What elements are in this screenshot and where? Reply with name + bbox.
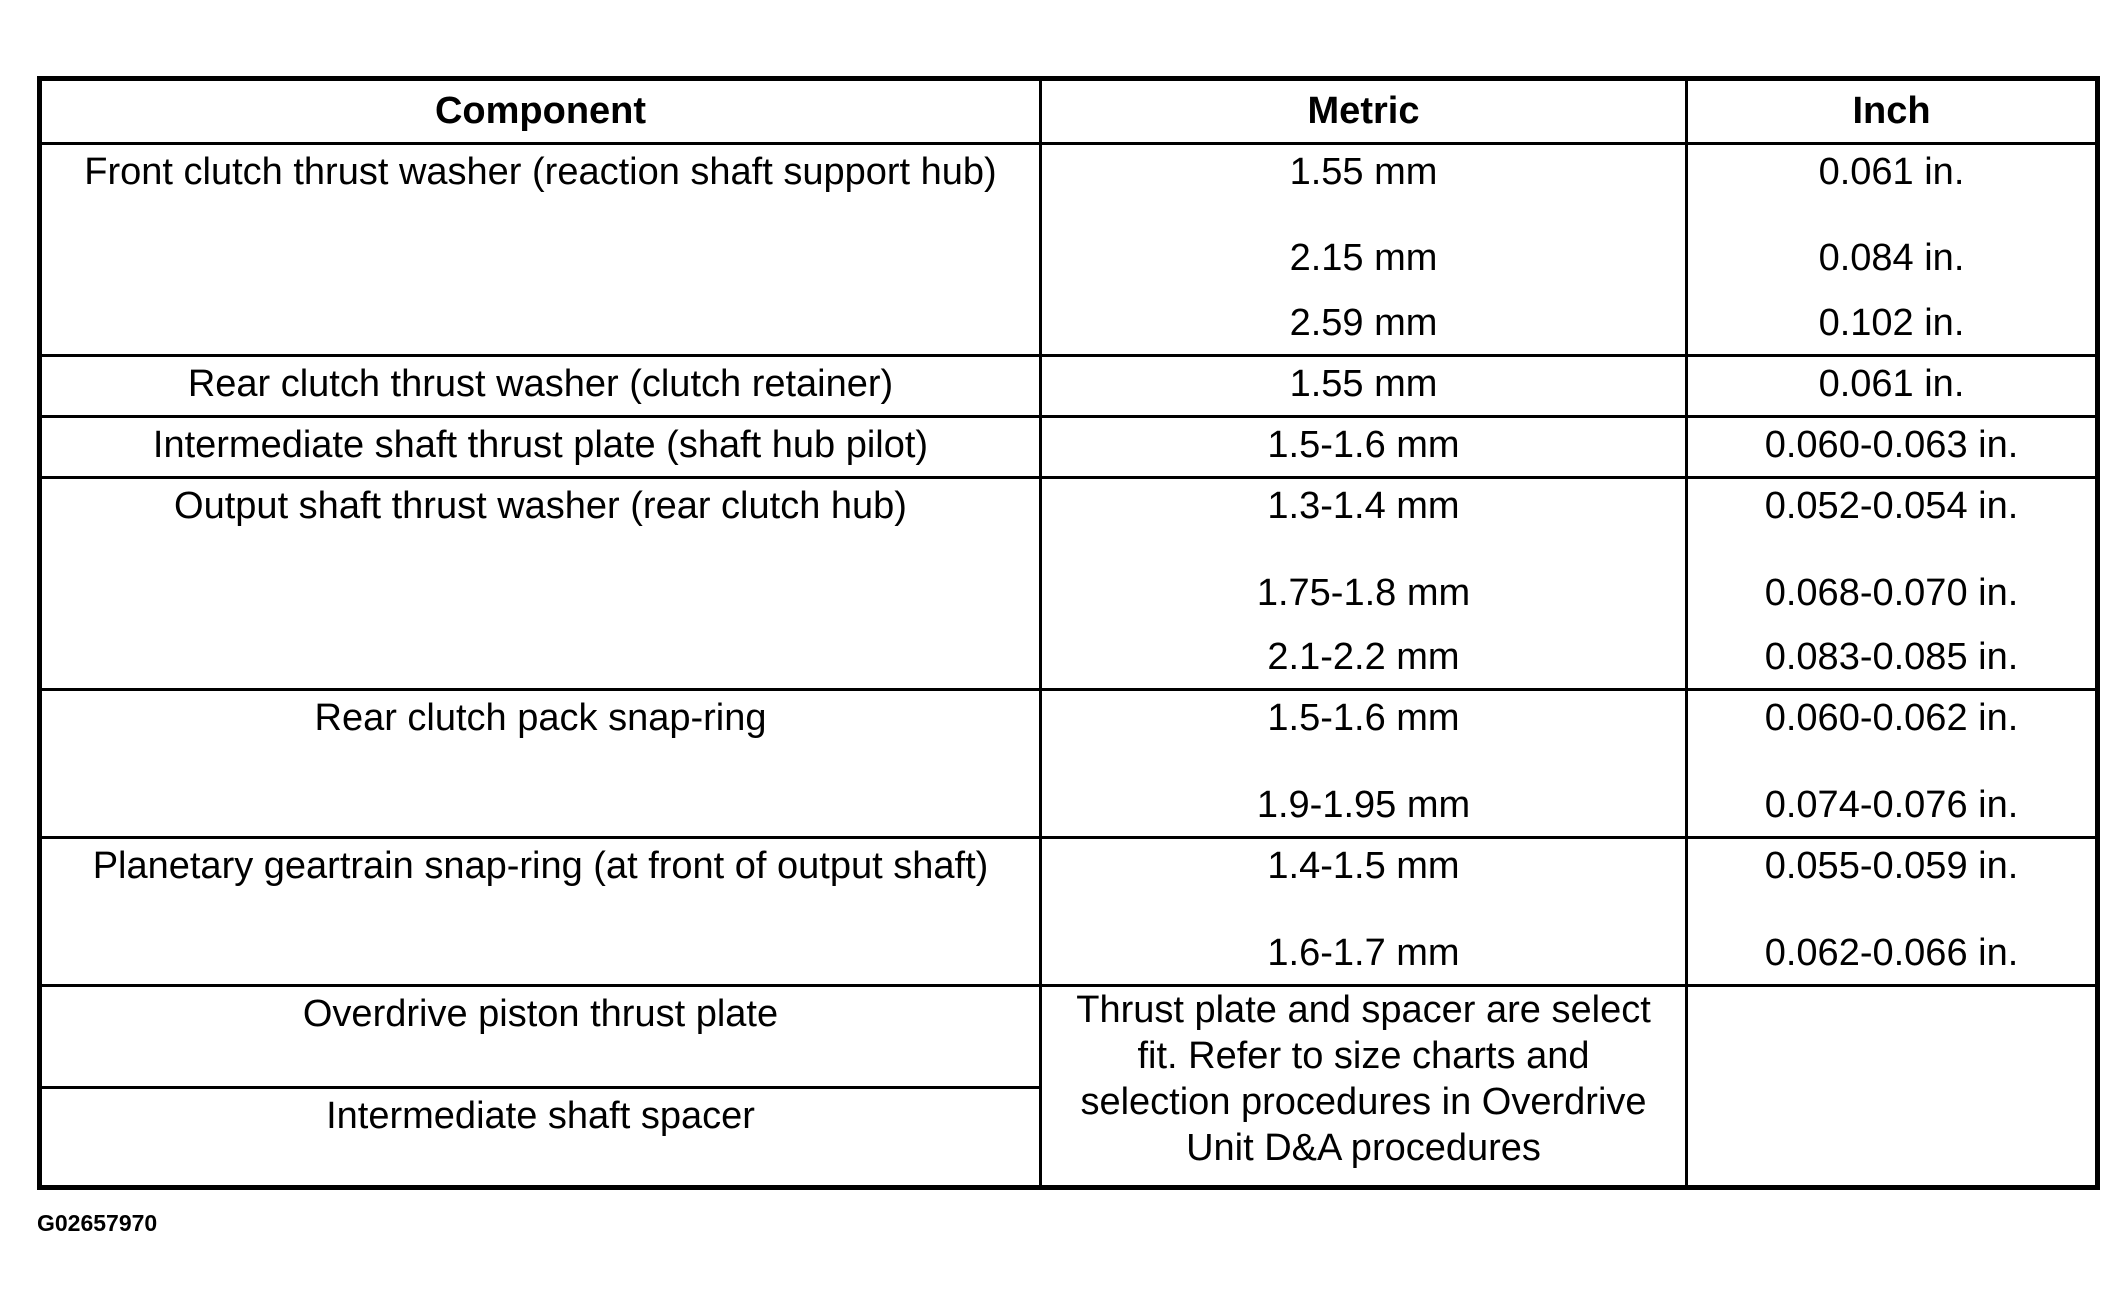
metric-value: 1.9-1.95 mm	[1256, 784, 1471, 826]
inch-value: 0.068-0.070 in.	[1764, 572, 2019, 614]
component-cell	[40, 417, 1041, 478]
table-row	[40, 690, 2098, 838]
inch-value: 0.060-0.062 in.	[1764, 697, 2019, 739]
table-row	[40, 417, 2098, 478]
metric-value: 1.5-1.6 mm	[1267, 424, 1460, 466]
inch-value: 0.061 in.	[1818, 363, 1965, 405]
metric-value: 1.5-1.6 mm	[1267, 697, 1460, 739]
metric-value: 1.6-1.7 mm	[1267, 932, 1460, 974]
component-label: Overdrive piston thrust plate	[302, 993, 779, 1035]
figure-id: G02657970	[37, 1210, 158, 1236]
inch-value: 0.062-0.066 in.	[1764, 932, 2019, 974]
inch-cell-empty	[1687, 986, 2098, 1188]
component-cell	[40, 356, 1041, 417]
select-fit-note: Thrust plate and spacer are select fit. Refer to size charts and selection procedures in Overdrive Unit D&A procedures	[1076, 989, 1651, 1169]
metric-cell	[1041, 417, 1687, 478]
inch-value: 0.055-0.059 in.	[1764, 845, 2019, 887]
component-label: Rear clutch thrust washer (clutch retainer)	[187, 363, 894, 405]
table-header-row	[40, 79, 2098, 144]
specification-table	[37, 76, 2100, 1190]
component-cell	[40, 1088, 1041, 1188]
component-label: Output shaft thrust washer (rear clutch hub)	[174, 485, 907, 527]
component-label: Rear clutch pack snap-ring	[314, 697, 767, 739]
header-component: Component	[40, 79, 1041, 144]
inch-cell	[1687, 478, 2098, 690]
component-label: Intermediate shaft spacer	[326, 1095, 755, 1137]
inch-cell	[1687, 356, 2098, 417]
inch-value: 0.052-0.054 in.	[1764, 485, 2019, 527]
metric-cell	[1041, 838, 1687, 986]
select-fit-note-cell	[1041, 986, 1687, 1188]
metric-cell	[1041, 144, 1687, 356]
header-inch: Inch	[1687, 79, 2098, 144]
table-row	[40, 144, 2098, 356]
component-label: Intermediate shaft thrust plate (shaft hub pilot)	[152, 424, 929, 466]
inch-cell	[1687, 690, 2098, 838]
metric-value: 1.4-1.5 mm	[1267, 845, 1460, 887]
table-row	[40, 356, 2098, 417]
inch-value: 0.102 in.	[1818, 302, 1965, 344]
inch-value: 0.074-0.076 in.	[1764, 784, 2019, 826]
component-cell	[40, 986, 1041, 1088]
header-metric: Metric	[1041, 79, 1687, 144]
metric-cell	[1041, 356, 1687, 417]
metric-value: 2.1-2.2 mm	[1267, 636, 1460, 678]
inch-value: 0.084 in.	[1818, 237, 1965, 279]
component-cell	[40, 478, 1041, 690]
table-row	[40, 838, 2098, 986]
component-cell	[40, 838, 1041, 986]
metric-value: 1.3-1.4 mm	[1267, 485, 1460, 527]
inch-cell	[1687, 838, 2098, 986]
component-cell	[40, 690, 1041, 838]
metric-value: 2.15 mm	[1289, 237, 1438, 279]
component-label: Front clutch thrust washer (reaction shaft support hub)	[84, 151, 997, 193]
inch-cell	[1687, 417, 2098, 478]
table-row	[40, 986, 2098, 1088]
component-label: Planetary geartrain snap-ring (at front of output shaft)	[92, 845, 989, 887]
metric-value: 1.75-1.8 mm	[1256, 572, 1471, 614]
inch-value: 0.061 in.	[1818, 151, 1965, 193]
inch-value: 0.083-0.085 in.	[1764, 636, 2019, 678]
table-row	[40, 478, 2098, 690]
inch-cell	[1687, 144, 2098, 356]
metric-cell	[1041, 478, 1687, 690]
metric-value: 1.55 mm	[1289, 151, 1438, 193]
metric-value: 2.59 mm	[1289, 302, 1438, 344]
component-cell	[40, 144, 1041, 356]
inch-value: 0.060-0.063 in.	[1764, 424, 2019, 466]
metric-cell	[1041, 690, 1687, 838]
metric-value: 1.55 mm	[1289, 363, 1438, 405]
